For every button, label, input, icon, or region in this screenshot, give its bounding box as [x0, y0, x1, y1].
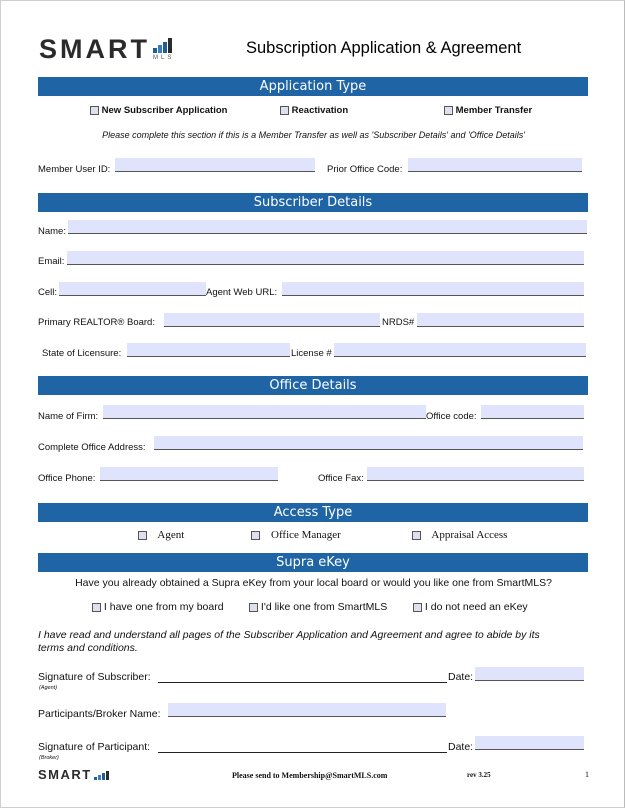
name-field[interactable] — [68, 220, 587, 234]
checkbox-new-subscriber[interactable] — [90, 106, 99, 115]
nrds-field[interactable] — [417, 313, 584, 327]
cell-label: Cell: — [38, 287, 58, 298]
member-user-id-label: Member User ID: — [38, 164, 111, 175]
page-title: Subscription Application & Agreement — [246, 39, 522, 57]
option-office-manager-label: Office Manager — [271, 529, 341, 541]
name-of-firm-field[interactable] — [103, 405, 426, 419]
complete-office-address-field[interactable] — [154, 436, 583, 450]
logo-mls-text: MLS — [153, 55, 175, 61]
section-heading-office-details: Office Details — [38, 376, 588, 395]
date-participant-label: Date: — [448, 741, 474, 753]
option-member-transfer[interactable] — [444, 105, 532, 116]
footer-logo — [38, 767, 109, 782]
option-reactivation[interactable] — [280, 105, 348, 116]
option-no-ekey-label: I do not need an eKey — [424, 601, 528, 613]
option-new-subscriber-label: New Subscriber Application — [101, 105, 228, 116]
agent-sub-label: (Agent) — [39, 685, 58, 691]
option-member-transfer-label: Member Transfer — [455, 105, 533, 116]
transfer-note: Please complete this section if this is a Member Transfer as well as 'Subscriber Details' and 'Office Details' — [102, 130, 525, 140]
section-heading-access-type: Access Type — [38, 503, 588, 522]
option-agent[interactable] — [138, 529, 184, 541]
option-no-ekey[interactable] — [413, 601, 528, 613]
agreement-statement: I have read and understand all pages of the Subscriber Application and Agreement and agree to abide by its terms and conditions. — [38, 629, 540, 654]
option-appraisal-access[interactable] — [412, 529, 507, 541]
footer-page-number: 1 — [585, 770, 589, 779]
option-office-manager[interactable] — [251, 529, 341, 541]
office-fax-field[interactable] — [367, 467, 584, 481]
signature-participant-label: Signature of Participant: — [38, 741, 151, 753]
checkbox-no-ekey[interactable] — [413, 603, 422, 612]
date-participant-field[interactable] — [475, 736, 584, 750]
cell-field[interactable] — [59, 282, 206, 296]
state-of-licensure-field[interactable] — [127, 343, 290, 357]
option-want-ekey-label: I'd like one from SmartMLS — [260, 601, 388, 613]
prior-office-code-field[interactable] — [408, 158, 582, 172]
complete-office-address-label: Complete Office Address: — [38, 442, 146, 453]
section-heading-application-type: Application Type — [38, 77, 588, 96]
option-want-ekey[interactable] — [249, 601, 387, 613]
option-have-ekey-label: I have one from my board — [103, 601, 224, 613]
date-subscriber-field[interactable] — [475, 667, 584, 681]
email-label: Email: — [38, 256, 65, 267]
logo-wordmark: SMART — [39, 34, 150, 64]
signature-participant-line[interactable] — [158, 752, 447, 753]
checkbox-want-ekey[interactable] — [249, 603, 258, 612]
broker-sub-label: (Broker) — [39, 755, 59, 761]
broker-name-label: Participants/Broker Name: — [38, 708, 161, 720]
checkbox-office-manager[interactable] — [251, 531, 260, 540]
office-code-field[interactable] — [481, 405, 584, 419]
nrds-label: NRDS# — [382, 317, 415, 328]
logo-bars-icon — [153, 38, 172, 53]
option-agent-label: Agent — [157, 529, 185, 541]
primary-realtor-board-label: Primary REALTOR® Board: — [38, 317, 155, 328]
office-phone-field[interactable] — [100, 467, 278, 481]
checkbox-agent[interactable] — [138, 531, 147, 540]
name-label: Name: — [38, 226, 66, 237]
license-label: License # — [291, 348, 332, 359]
office-phone-label: Office Phone: — [38, 473, 96, 484]
name-of-firm-label: Name of Firm: — [38, 411, 99, 422]
option-reactivation-label: Reactivation — [291, 105, 349, 116]
agent-web-url-label: Agent Web URL: — [206, 287, 278, 298]
footer-logo-wordmark: SMART — [38, 767, 92, 782]
smartmls-logo — [39, 34, 175, 64]
primary-realtor-board-field[interactable] — [164, 313, 380, 327]
office-code-label: Office code: — [426, 411, 477, 422]
state-of-licensure-label: State of Licensure: — [42, 348, 122, 359]
date-subscriber-label: Date: — [448, 671, 474, 683]
footer-logo-bars-icon — [94, 771, 109, 780]
broker-name-field[interactable] — [168, 703, 446, 717]
supra-ekey-question: Have you already obtained a Supra eKey from your local board or would you like one from SmartMLS? — [75, 577, 552, 589]
office-fax-label: Office Fax: — [318, 473, 364, 484]
license-field[interactable] — [334, 343, 586, 357]
footer-revision: rev 3.25 — [467, 771, 491, 779]
checkbox-reactivation[interactable] — [280, 106, 289, 115]
email-field[interactable] — [67, 251, 584, 265]
option-new-subscriber[interactable] — [90, 105, 227, 116]
section-heading-supra-ekey: Supra eKey — [38, 553, 588, 572]
signature-subscriber-label: Signature of Subscriber: — [38, 671, 151, 683]
member-user-id-field[interactable] — [115, 158, 315, 172]
checkbox-have-ekey[interactable] — [92, 603, 101, 612]
logo-mls-mark — [153, 38, 174, 61]
agent-web-url-field[interactable] — [282, 282, 584, 296]
signature-subscriber-line[interactable] — [158, 682, 447, 683]
footer-send-to: Please send to Membership@SmartMLS.com — [232, 771, 388, 780]
checkbox-appraisal-access[interactable] — [412, 531, 421, 540]
section-heading-subscriber-details: Subscriber Details — [38, 193, 588, 212]
option-appraisal-access-label: Appraisal Access — [431, 529, 508, 541]
option-have-ekey[interactable] — [92, 601, 224, 613]
checkbox-member-transfer[interactable] — [444, 106, 453, 115]
prior-office-code-label: Prior Office Code: — [327, 164, 403, 175]
